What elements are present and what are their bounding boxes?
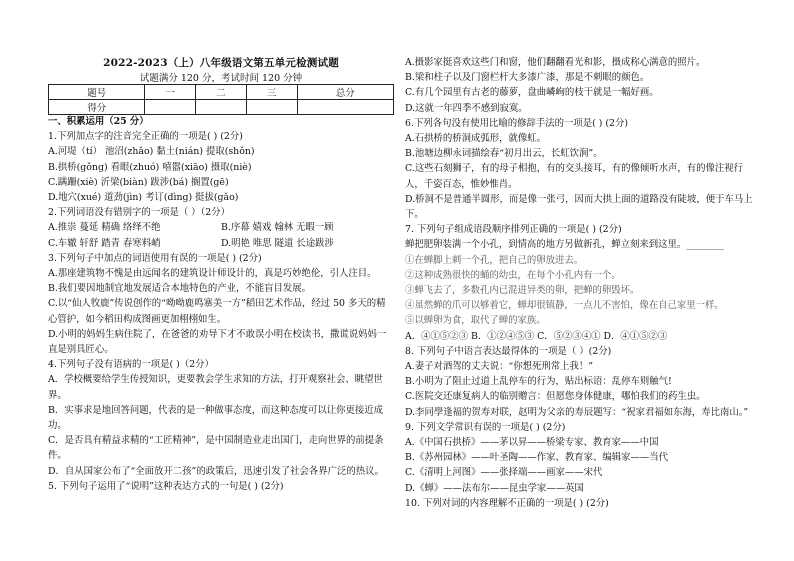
left-column — [48, 114, 394, 494]
exam-title: 2022-2023（上）八年级语文第五单元检测试题 — [103, 57, 339, 69]
sentence-item: ④虽然蝉的爪可以够着它，蝉却很镇静，一点儿不害怕，像在自己家里一样。 — [405, 300, 724, 312]
score-table — [48, 84, 394, 115]
option-line: A.推崇 蔓延 精确 络绎不绝 — [48, 222, 161, 234]
question-text: 1.下列加点字的注音完全正确的一项是( ) (2分) — [48, 131, 243, 143]
score-input-cell[interactable] — [145, 100, 196, 115]
question-text: 6.下列各句没有使用比喻的修辞手法的一项是( ) (2分) — [405, 117, 629, 129]
option-line: D.地穴(xué) 道劲(jìn) 考订(dìng) 挺拔(gǎo) — [48, 192, 239, 204]
option-line: C.有几个园里有古老的藤萝，盘曲嶙峋的枝干就是一幅好画。 — [405, 87, 659, 99]
option-line: A.摄影家挺喜欢这些门和窗，他们翻翻看光和影，摄成称心满意的照片。 — [405, 57, 706, 68]
sentence-item: ①在蝉脚上刺一个孔，把自己的卵放进去。 — [405, 254, 584, 266]
score-input-cell[interactable] — [246, 100, 297, 115]
option-line: C.以“仙人牧鹿”传说创作的“呦呦鹿鸣寨美一方”稻田艺术作品，经过 50 多天的精心管护，如今稻田构成图画更加栩栩如生。 — [48, 298, 386, 325]
score-table-score-row — [49, 100, 394, 115]
option-line: D．自从国家公布了“全面放开二孩”的政策后，迅速引发了社会各界广泛的热议。 — [48, 465, 384, 477]
option-line: B.梁和柱子以及门窗栏杆大多漆广漆，那是不刺眼的颜色。 — [405, 72, 650, 84]
score-cell: 总分 — [297, 85, 394, 100]
option-line: C.这些石刻狮子，有的母子相抱，有的交头接耳，有的像倾听水声，有的像注视行人，千姿百态，惟妙惟肖。 — [405, 163, 743, 190]
option-line: B.池塘边柳永词描绘春“初月出云，长虹饮涧”。 — [405, 148, 603, 160]
option-line: A.石拱桥的桥洞成弧形，就像虹。 — [405, 133, 547, 145]
question-text: 2.下列词语没有错别字的一项是（ ）（2分） — [48, 207, 230, 219]
option-line: C.医院交还康复病人的临别赠言：但愿您身体健康，哪怕我们的药生虫。 — [405, 391, 706, 403]
option-line: C．是否具有精益求精的“工匠精神”，是中国制造业走出国门，走向世界的前提条件。 — [48, 435, 384, 462]
question-text: 10. 下列对词的内容理解不正确的一项是( ) (2分) — [405, 497, 609, 509]
right-column — [405, 55, 761, 511]
option-line: D.这就一年四季不感到寂寞。 — [405, 102, 528, 114]
option-line: D.桥洞不是普通半圆形，而是像一张弓，因而大拱上面的道路没有陡坡，便于车马上下。 — [405, 193, 753, 221]
score-cell: 得分 — [49, 100, 145, 115]
option-line: A.妻子对酒驾的丈夫说：“你想死刑常上我！” — [405, 361, 594, 373]
question-text: 3.下列句子中加点的词语使用有误的一项是( ) (2分) — [48, 252, 262, 264]
option-line: B．实事求是地回答问题，代表的是一种做事态度，而这种态度可以让你更接近成功。 — [48, 404, 384, 432]
option-line: D.《蝉》——法布尔——昆虫学家——英国 — [405, 482, 584, 494]
exam-subtitle: 试题满分 120 分，考试时间 120 分钟 — [139, 73, 303, 84]
section-heading: 一、积累运用（25 分） — [48, 116, 149, 127]
sentence-item: ③蝉飞去了，多数孔内已混进异类的卵，把蝉的卵毁坏。 — [405, 285, 640, 297]
sentence-item: ②这种成熟很快的蛹的幼虫，在每个小孔内有一个。 — [405, 269, 621, 281]
question-text: 4.下列句子没有语病的一项是( )（2分） — [48, 359, 214, 371]
score-cell: 三 — [246, 85, 297, 100]
option-line: A.那座建筑物不愧是由远闻名的建筑设计师设计的，真是巧妙绝伦，引人注目。 — [48, 268, 377, 280]
option-line: A．学校概要给学生传授知识，更要教会学生求知的方法，打开观察社会、眺望世界。 — [48, 374, 383, 401]
option-line: C.车辙 轩舒 踏青 春寒料峭 — [48, 237, 161, 249]
option-line: A．④①⑤②③ B．①②④⑤③ C．⑤②③④① D．④①⑤②③ — [405, 330, 668, 342]
option-line: B.小明为了阻止过道上乱停车的行为，贴出标语：乱停车则触气! — [405, 376, 672, 388]
score-input-cell[interactable] — [196, 100, 247, 115]
option-row — [48, 236, 394, 251]
question-text: 8. 下列句子中语言表达最得体的一项是（ ）(2分) — [405, 345, 612, 357]
option-line: B.《苏州园林》——叶圣陶——作家、教育家、编辑家——当代 — [405, 452, 668, 464]
sentence-item: ⑤以蝉卵为食，取代了蝉的家族。 — [405, 315, 546, 327]
option-line: C.蹒跚(xiè) 沂梁(biàn) 跋涉(bá) 搁置(gē) — [48, 176, 229, 188]
score-input-cell[interactable] — [297, 100, 394, 115]
option-line: D.小明的妈妈生病住院了，在爸爸的劝导下才不敢误小明在校读书，撒谎说妈妈一直是别具匠心。 — [48, 328, 387, 356]
passage-text: 蝉把肥卵装满一个小孔，到情高的地方另做新孔，蝉立刻来到这里。________ — [405, 239, 724, 251]
option-row — [48, 220, 394, 235]
score-table-header-row — [49, 85, 394, 100]
question-text: 7. 下列句子组成语段顺序排列正确的一项是( ) (2分) — [405, 224, 622, 236]
score-cell: 题号 — [49, 85, 145, 100]
question-text: 9. 下列文学常识有误的一项是( ) (2分) — [405, 421, 566, 433]
option-line: B.序幕 嬉戏 翰林 无暇一顾 — [221, 222, 334, 234]
option-line: B.我们要因地制宜地发展适合本地特色的产业，不能盲目发展。 — [48, 283, 311, 295]
option-line: D.李同學逢福的贺寿对联，赵明为父亲的寿辰题写：“祝家君福如东海，寿比南山。” — [405, 406, 749, 418]
option-line: A.《中国石拱桥》——茅以昇——桥梁专家、教育家——中国 — [405, 437, 659, 449]
option-line: D.明艳 唯思 隧道 长途跋涉 — [221, 237, 334, 249]
option-line: B.拱桥(gǒng) 看眼(zhuó) 嘻嚣(xiāo) 摄取(niè) — [48, 161, 252, 173]
score-cell: 二 — [196, 85, 247, 100]
score-cell: 一 — [145, 85, 196, 100]
option-line: A.河堤（tí） 池沼(zhǎo) 黏土(nián) 提取(shǒn) — [48, 146, 255, 158]
option-line: C.《清明上河图》——张择端——画家——宋代 — [405, 467, 603, 479]
question-text: 5. 下列句子运用了“说明”这种表达方式的一句是( ) (2分) — [48, 480, 284, 492]
